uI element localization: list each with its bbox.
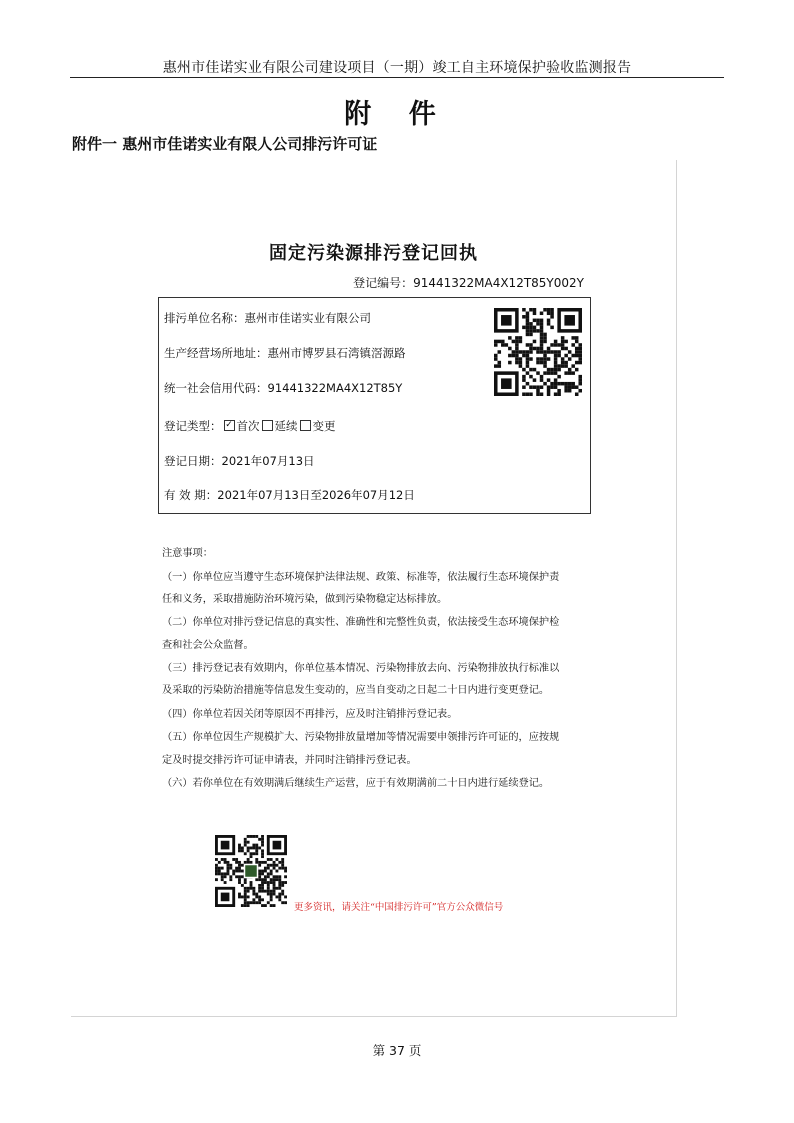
registration-number: 登记编号：91441322MA4X12T85Y002Y	[353, 276, 584, 290]
reg-type-option-renew: 延续	[274, 419, 298, 433]
qr-code-icon	[494, 308, 582, 396]
unit-name: 排污单位名称：惠州市佳诺实业有限公司	[164, 311, 371, 325]
business-address: 生产经营场所地址：惠州市博罗县石湾镇滘源路	[164, 346, 406, 360]
registration-type	[164, 418, 336, 434]
note-line: 定及时提交排污许可证申请表，并同时注销排污登记表。	[162, 755, 417, 766]
header-rule	[70, 77, 724, 78]
note-line: （一）你单位应当遵守生态环境保护法律法规、政策、标准等，依法履行生态环境保护责	[162, 572, 560, 583]
checkbox-icon	[300, 420, 311, 431]
note-line: （二）你单位对排污登记信息的真实性、准确性和完整性负责，依法接受生态环境保护检	[162, 617, 560, 628]
notes-title: 注意事项：	[162, 548, 213, 559]
registration-date: 登记日期：2021年07月13日	[164, 454, 315, 468]
registration-info-box	[158, 297, 591, 514]
reg-type-option-change: 变更	[312, 419, 336, 433]
note-line: 查和社会公众监督。	[162, 640, 254, 651]
note-line: （六）若你单位在有效期满后继续生产运营，应于有效期满前二十日内进行延续登记。	[162, 778, 550, 789]
note-line: （三）排污登记表有效期内，你单位基本情况、污染物排放去向、污染物排放执行标准以	[162, 663, 560, 674]
checkbox-checked-icon: ✓	[225, 420, 233, 430]
credit-code: 统一社会信用代码：91441322MA4X12T85Y	[164, 381, 403, 395]
note-line: 任和义务，采取措施防治环境污染，做到污染物稳定达标排放。	[162, 594, 448, 605]
permit-scan	[71, 160, 677, 1017]
qr-code-icon	[213, 835, 289, 907]
reg-type-option-first: 首次	[236, 419, 260, 433]
validity-period: 有 效 期：2021年07月13日至2026年07月12日	[164, 488, 415, 502]
page-number: 第 37 页	[372, 1043, 422, 1058]
note-line: 及采取的污染防治措施等信息发生变动的，应当自变动之日起二十日内进行变更登记。	[162, 685, 550, 696]
checkbox-icon	[262, 420, 273, 431]
running-header: 惠州市佳诺实业有限公司建设项目（一期）竣工自主环境保护验收监测报告	[162, 60, 632, 76]
section-heading: 附件一 惠州市佳诺实业有限人公司排污许可证	[72, 135, 378, 153]
note-line: （四）你单位若因关闭等原因不再排污，应及时注销排污登记表。	[162, 709, 458, 720]
registration-type-label: 登记类型：	[164, 419, 222, 433]
receipt-title: 固定污染源排污登记回执	[269, 243, 478, 264]
appendix-title: 附 件	[344, 99, 450, 130]
promo-text: 更多资讯，请关注“中国排污许可”官方公众微信号	[294, 902, 504, 913]
note-line: （五）你单位因生产规模扩大、污染物排放量增加等情况需要申领排污许可证的，应按规	[162, 732, 560, 743]
